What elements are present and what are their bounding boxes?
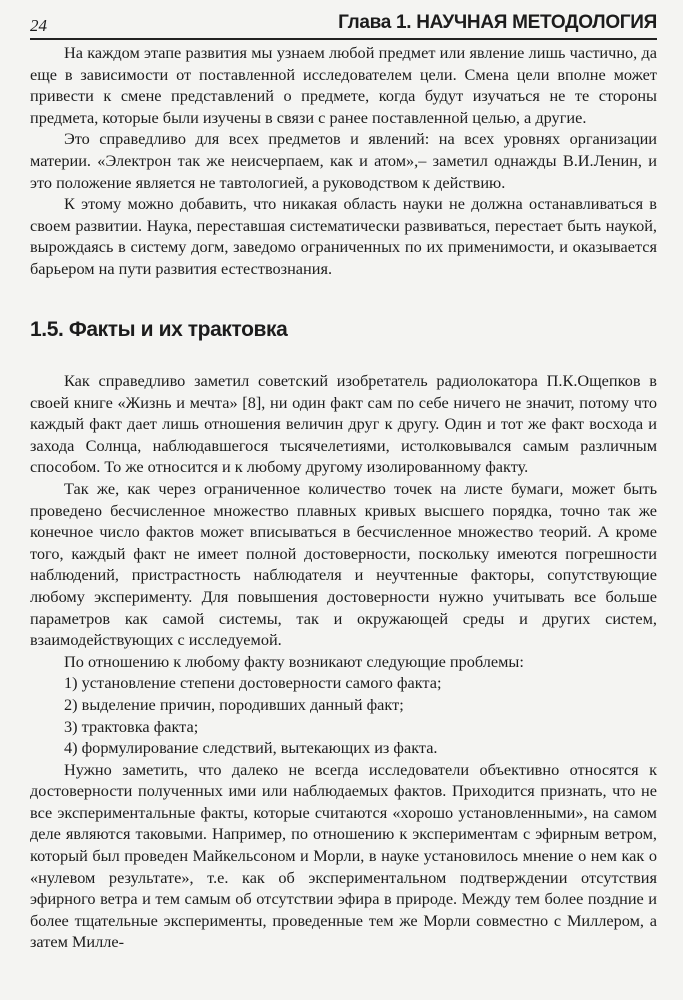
paragraph: Нужно заметить, что далеко не всегда исследователи объективно относятся к достоверности полученных ими или наблюдаемых фактов. Приходится признать, что не все экспериментальные факты, которые считаются «хорошо установленными», на самом деле являются таковыми. Например, по отношению к экспериментам с эфирным ветром, который был проведен Майкельсоном и Морли, в науке установилось мнение о нем как о «нулевом результате», т.е. как об экспериментальном подтверждении отсутствия эфирного ветра и тем самым об отсутствии эфира в природе. Между тем более поздние и более тщательные эксперименты, проведенные тем же Морли совместно с Миллером, а затем Милле- <box>30 759 657 952</box>
intro-text-block <box>30 42 657 280</box>
paragraph: По отношению к любому факту возникают следующие проблемы: <box>64 651 524 671</box>
paragraph: Это справедливо для всех предметов и явлений: на всех уровнях организации материи. «Электрон так же неисчерпаем, как и атом»,– заметил однажды В.И.Ленин, и это положение является не тавтологией, а руководством к действию. <box>30 129 657 192</box>
paragraph: К этому можно добавить, что никакая область науки не должна останавливаться в своем развитии. Наука, переставшая систематически развиваться, перестает быть наукой, вырождаясь в систему догм, заведомо ограниченных по их применимости, и оказывается барьером на пути развития естествознания. <box>30 194 657 278</box>
list-item: 4) формулирование следствий, вытекающих из факта. <box>64 738 438 758</box>
section-heading: 1.5. Факты и их трактовка <box>30 318 288 341</box>
chapter-title: Глава 1. НАУЧНАЯ МЕТОДОЛОГИЯ <box>338 12 657 33</box>
paragraph: Так же, как через ограниченное количество точек на листе бумаги, может быть проведено бесчисленное множество плавных кривых высшего порядка, точно так же конечное число фактов может вписываться в бесчисленное множество теорий. А кроме того, каждый факт не имеет полной достоверности, поскольку имеются погрешности наблюдений, пристрастность наблюдателя и неучтенные факторы, сопутствующие любому эксперименту. Для повышения достоверности нужно учитывать все больше параметров как самой системы, так и окружающей среды и других систем, взаимодействующих с исследуемой. <box>30 478 657 650</box>
list-item: 1) установление степени достоверности самого факта; <box>64 673 442 693</box>
page-number: 24 <box>30 16 47 35</box>
section-text-block <box>30 370 657 953</box>
running-header <box>30 12 657 40</box>
list-item: 2) выделение причин, породивших данный факт; <box>64 694 404 714</box>
list-item: 3) трактовка факта; <box>64 716 199 736</box>
paragraph: На каждом этапе развития мы узнаем любой предмет или явление лишь частично, да еще в зависимости от поставленной исследователем цели. Смена цели вполне может привести к смене представлений о предмете, когда будут изучаться не те стороны предмета, которые были изучены в связи с ранее поставленной целью, а другие. <box>30 43 657 127</box>
paragraph: Как справедливо заметил советский изобретатель радиолокатора П.К.Ощепков в своей книге «Жизнь и мечта» [8], ни один факт сам по себе ничего не значит, потому что каждый факт дает лишь отношения величин друг к другу. Один и тот же факт восхода и захода Солнца, наблюдавшегося тысячелетиями, истолковывался самым различным способом. То же относится и к любому другому изолированному факту. <box>30 371 657 477</box>
